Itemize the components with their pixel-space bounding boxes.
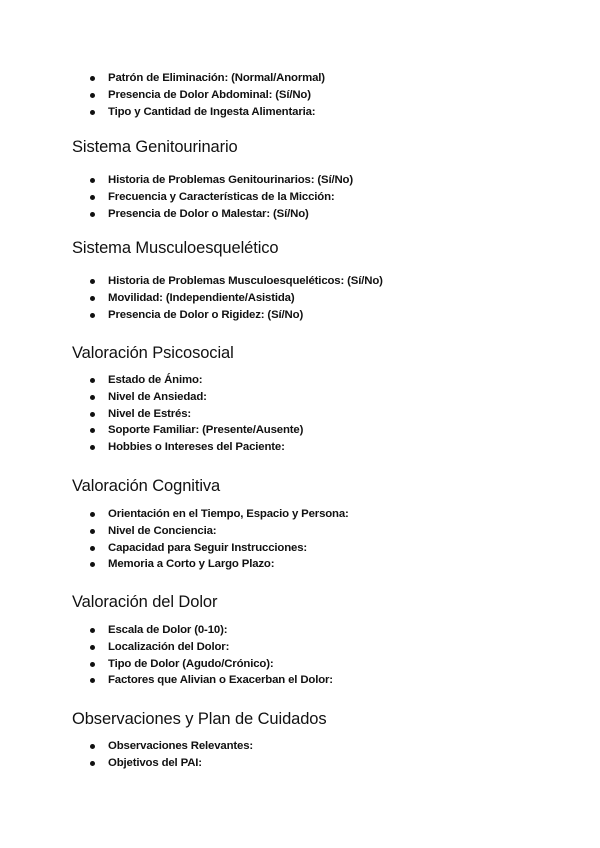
bullet-icon (90, 279, 95, 284)
list-item-text: Tipo de Dolor (Agudo/Crónico): (108, 657, 274, 670)
list-item (88, 189, 353, 206)
bullet-list (88, 622, 333, 689)
bullet-icon (90, 645, 95, 650)
list-item-text: Movilidad: (Independiente/Asistida) (108, 291, 295, 304)
list-item (88, 639, 333, 656)
section-heading-cognitiva: Valoración Cognitiva (72, 477, 221, 495)
list-item (88, 172, 353, 189)
list-item-text: Estado de Ánimo: (108, 374, 203, 386)
section-heading-dolor: Valoración del Dolor (72, 593, 218, 611)
bullet-list (88, 738, 253, 772)
list-item-text: Factores que Alivian o Exacerban el Dolor: (108, 674, 333, 687)
list-item (88, 87, 325, 104)
list-item-text: Escala de Dolor (0-10): (108, 624, 228, 636)
list-item-text: Presencia de Dolor o Rigidez: (Sí/No) (108, 308, 304, 321)
bullet-icon (90, 662, 95, 667)
list-item-text: Nivel de Ansiedad: (108, 390, 207, 403)
bullet-icon (90, 512, 95, 517)
bullet-icon (90, 761, 95, 766)
list-item (88, 372, 303, 389)
list-item-text: Historia de Problemas Genitourinarios: (Sí/No) (108, 174, 354, 186)
list-item-text: Localización del Dolor: (108, 640, 230, 653)
bullet-icon (90, 562, 95, 567)
list-item (88, 290, 383, 307)
list-item-text: Nivel de Estrés: (108, 407, 192, 420)
list-item-text: Capacidad para Seguir Instrucciones: (108, 541, 308, 554)
list-item-text: Observaciones Relevantes: (108, 740, 254, 752)
bullet-icon (90, 445, 95, 450)
list-item-text: Hobbies o Intereses del Paciente: (108, 441, 285, 454)
bullet-icon (90, 678, 95, 683)
bullet-icon (90, 195, 95, 200)
bullet-icon (90, 628, 95, 633)
list-item-text: Patrón de Eliminación: (Normal/Anormal) (108, 72, 325, 84)
list-item-text: Presencia de Dolor Abdominal: (Sí/No) (108, 88, 311, 101)
list-item (88, 506, 349, 523)
list-item-text: Historia de Problemas Musculoesqueléticos: (Sí/No) (108, 275, 383, 287)
bullet-icon (90, 529, 95, 534)
section-heading-musculoesqueletico: Sistema Musculoesquelético (72, 239, 279, 257)
list-item-text: Memoria a Corto y Largo Plazo: (108, 558, 275, 571)
bullet-icon (90, 93, 95, 98)
list-item (88, 622, 333, 639)
list-item (88, 389, 303, 406)
list-item (88, 738, 253, 755)
list-item (88, 206, 353, 223)
bullet-icon (90, 313, 95, 318)
list-item (88, 307, 383, 324)
bullet-icon (90, 428, 95, 433)
list-item (88, 540, 349, 557)
list-item (88, 672, 333, 689)
list-item-text: Orientación en el Tiempo, Espacio y Persona: (108, 508, 349, 520)
bullet-icon (90, 178, 95, 183)
list-item-text: Tipo y Cantidad de Ingesta Alimentaria: (108, 105, 316, 118)
list-item-text: Frecuencia y Características de la Micción: (108, 190, 335, 203)
list-item (88, 556, 349, 573)
list-item (88, 422, 303, 439)
bullet-list (88, 70, 325, 120)
section-heading-observaciones: Observaciones y Plan de Cuidados (72, 710, 327, 728)
bullet-icon (90, 76, 95, 81)
list-item (88, 70, 325, 87)
list-item (88, 656, 333, 673)
list-item-text: Presencia de Dolor o Malestar: (Sí/No) (108, 207, 309, 220)
bullet-list (88, 506, 349, 573)
bullet-icon (90, 296, 95, 301)
section-heading-psicosocial: Valoración Psicosocial (72, 344, 234, 362)
bullet-list (88, 172, 353, 222)
list-item (88, 104, 325, 121)
bullet-icon (90, 110, 95, 115)
section-heading-genitourinario: Sistema Genitourinario (72, 138, 238, 156)
list-item (88, 439, 303, 456)
list-item-text: Soporte Familiar: (Presente/Ausente) (108, 424, 304, 437)
list-item (88, 406, 303, 423)
list-item-text: Objetivos del PAI: (108, 756, 202, 769)
list-item (88, 523, 349, 540)
bullet-icon (90, 412, 95, 417)
bullet-icon (90, 212, 95, 217)
bullet-icon (90, 395, 95, 400)
list-item-text: Nivel de Conciencia: (108, 524, 217, 537)
bullet-list (88, 273, 383, 323)
bullet-list (88, 372, 303, 456)
list-item (88, 755, 253, 772)
bullet-icon (90, 546, 95, 551)
bullet-icon (90, 744, 95, 749)
bullet-icon (90, 378, 95, 383)
list-item (88, 273, 383, 290)
